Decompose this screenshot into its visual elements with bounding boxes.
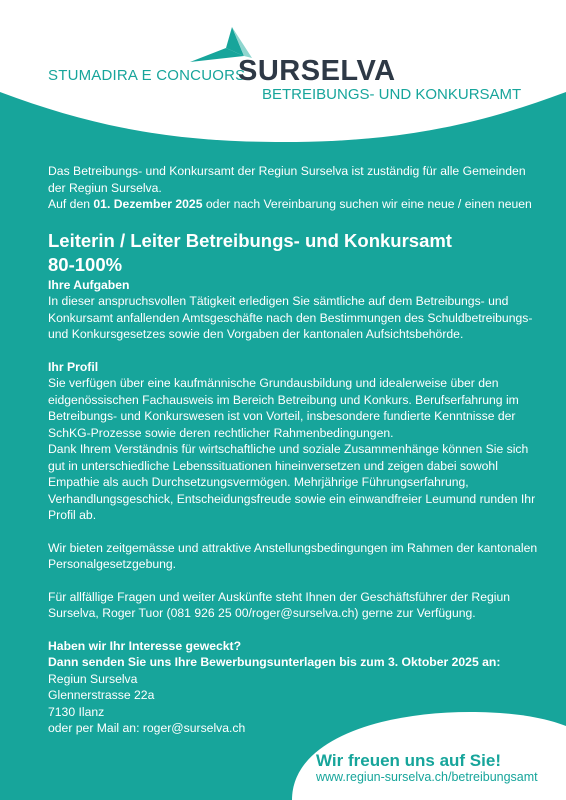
intro-line-2: Auf den 01. Dezember 2025 oder nach Vereinbarung suchen wir eine neue / einen neuen <box>48 197 532 211</box>
job-posting-body <box>48 163 538 737</box>
contact-text: Für allfällige Fragen und weiter Auskünfte steht Ihnen der Geschäftsführer der Regiun Surselva, Roger Tuor (081 926 25 00/roger@surselva.ch) gerne zur Verfügung. <box>48 589 511 620</box>
footer-url-link[interactable]: www.regiun-surselva.ch/betreibungsamt <box>316 770 538 784</box>
address-line: Regiun Surselva <box>48 671 138 686</box>
logo-name: SURSELVA <box>238 55 396 87</box>
profile-text-1: Sie verfügen über eine kaufmännische Grundausbildung und idealerweise über den eidgenössischen Fachausweis im Bereich Betreibung und Konkurs. Berufserfahrung im Betreibungs- und Konkurswesen ist von Vorteil, insbesondere fundierte Kenntnisse der SchKG-Prozesse sowie deren rechtlicher Rahmenbedingungen. <box>48 376 519 440</box>
footer-white-wave <box>0 700 566 800</box>
profile-text-2: Dank Ihrem Verständnis für wirtschaftliche und soziale Zusammenhänge können Sie sich gut in unterschiedliche Lebenssituationen hineinversetzen und zeigen dabei sowohl Empathie als auch Durchsetzungsvermögen. Mehrjährige Führungserfahrung, Verhandlungsgeschick, Entscheidungsfreude sowie ein einwandfreier Leumund runden Ihr Profil ab. <box>48 442 536 522</box>
address-line: 7130 Ilanz <box>48 704 105 719</box>
tasks-heading: Ihre Aufgaben <box>48 277 130 292</box>
logo-prefix: STUMADIRA E CONCUORS <box>48 67 246 84</box>
address-line: oder per Mail an: roger@surselva.ch <box>48 721 246 735</box>
footer-cta: Wir freuen uns auf Sie! <box>316 751 501 770</box>
profile-heading: Ihr Profil <box>48 359 99 374</box>
logo-department: BETREIBUNGS- UND KONKURSAMT <box>262 86 522 103</box>
intro-line-1: Das Betreibungs- und Konkursamt der Regiun Surselva ist zuständig für alle Gemeinden der Regiun Surselva. <box>48 164 526 195</box>
application-question: Haben wir Ihr Interesse geweckt? <box>48 638 242 653</box>
tasks-text: In dieser anspruchsvollen Tätigkeit erledigen Sie sämtliche auf dem Betreibungs- und Konkursamt anfallenden Amtsgeschäfte nach den Bestimmungen des Schuldbetreibungs- und Konkursgesetzes sowie den Vorgaben der kantonalen Aufsichtsbehörde. <box>48 294 533 341</box>
offer-text: Wir bieten zeitgemässe und attraktive Anstellungsbedingungen im Rahmen der kantonalen Personalgesetzgebung. <box>48 540 538 571</box>
job-workload: 80-100% <box>48 253 123 275</box>
start-date: 01. Dezember 2025 <box>93 197 203 211</box>
application-instruction: Dann senden Sie uns Ihre Bewerbungsunterlagen bis zum 3. Oktober 2025 an: <box>48 655 501 669</box>
job-title <box>48 229 538 277</box>
address-line: Glennerstrasse 22a <box>48 688 155 702</box>
job-title-text: Leiterin / Leiter Betreibungs- und Konkursamt <box>48 229 452 251</box>
